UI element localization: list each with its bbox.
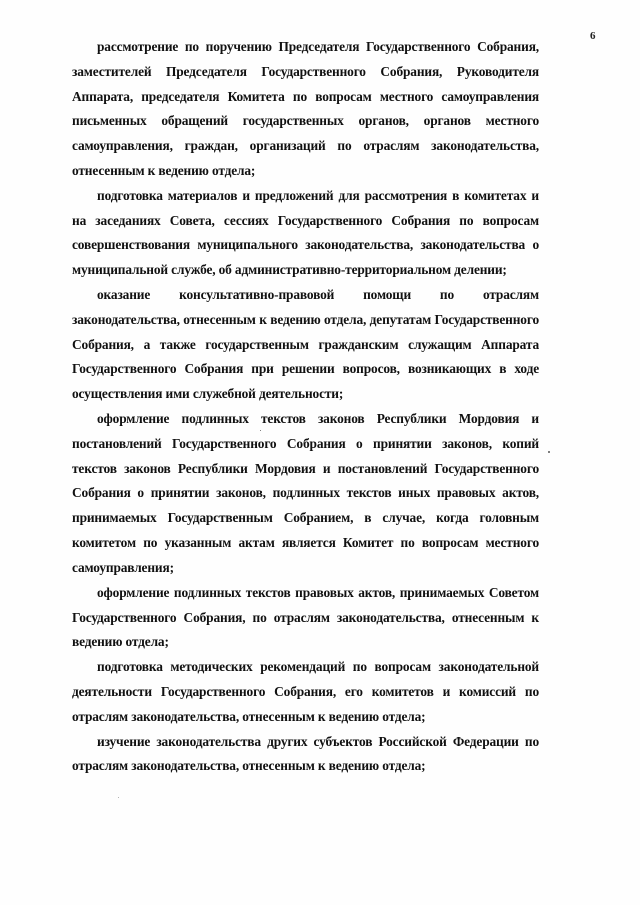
paragraph-legal-assistance: оказание консультативно-правовой помощи по отраслям законодательства, отнесенным к ведению отдела, депутатам Государственного Собрания, а также государственным гражданским служащим Аппарата Государственного Собрания при решении вопросов, возникающих в ходе осуществления ими служебной деятельности; (72, 287, 539, 402)
paragraph-format-law-texts: оформление подлинных текстов законов Республики Мордовия и постановлений Государственного Собрания о принятии законов, копий текстов законов Республики Мордовия и постановлений Государственного Собрания о принятии законов, подлинных текстов иных правовых актов, принимаемых Государственным Собранием, в случае, когда головным комитетом по указанным актам является Комитет по вопросам местного самоуправления; (72, 411, 539, 575)
page-number: 6 (590, 30, 596, 42)
scan-speck (260, 430, 261, 431)
scan-speck (118, 797, 119, 798)
paragraph-format-council-acts: оформление подлинных текстов правовых актов, принимаемых Советом Государственного Собрания, по отраслям законодательства, отнесенным к ведению отдела; (72, 584, 539, 650)
paragraph-review-appeals: рассмотрение по поручению Председателя Государственного Собрания, заместителей Председателя Государственного Собрания, Руководителя Аппарата, председателя Комитета по вопросам местного самоуправления письменных обращений государственных органов, органов местного самоуправления, граждан, организаций по отраслям законодательства, отнесенным к ведению отдела; (72, 39, 539, 178)
paragraph-prepare-materials: подготовка материалов и предложений для рассмотрения в комитетах и на заседаниях Совета, сессиях Государственного Собрания по вопросам совершенствования муниципального законодательства, законодательства о муниципальной службе, об административно-территориальном делении; (72, 187, 539, 278)
paragraph-methodical-recommendations: подготовка методических рекомендаций по вопросам законодательной деятельности Государственного Собрания, его комитетов и комиссий по отраслям законодательства, отнесенным к ведению отдела; (72, 659, 539, 724)
document-body (72, 35, 539, 779)
paragraph-study-legislation: изучение законодательства других субъектов Российской Федерации по отраслям законодательства, отнесенным к ведению отдела; (72, 733, 539, 774)
scan-speck (548, 451, 550, 453)
